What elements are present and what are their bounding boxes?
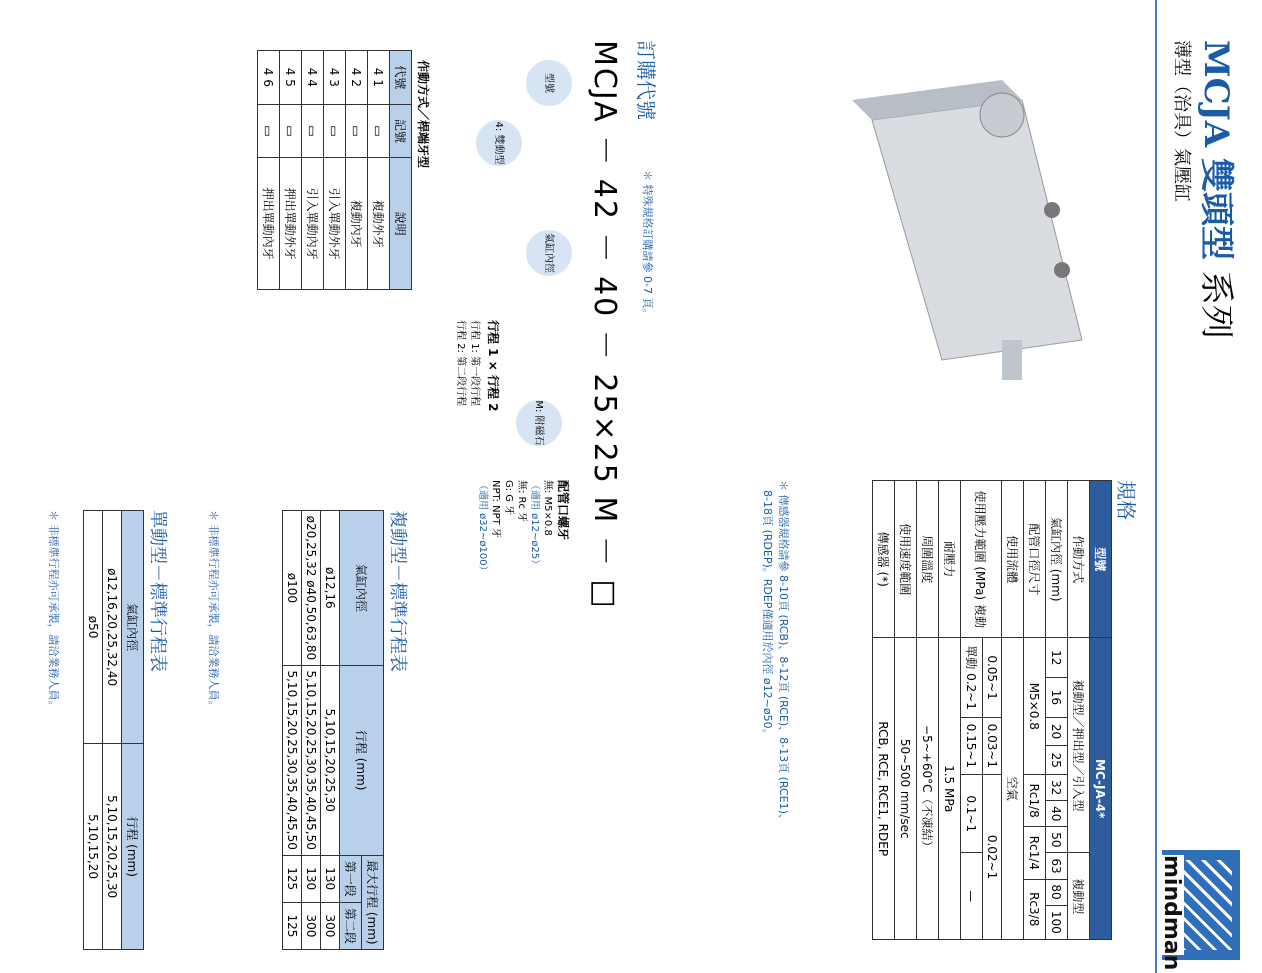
port-thread-title: 配管口螺牙 <box>556 480 570 541</box>
spec-bore: 40 <box>1046 801 1068 827</box>
code-part: － <box>587 135 622 168</box>
spec-bore: 63 <box>1046 853 1068 879</box>
action-header: 說明 <box>390 158 412 290</box>
ss-bore: ø50 <box>84 511 103 744</box>
order-code-string <box>586 40 630 610</box>
double-stroke-title: 複動型－標準行程表 <box>387 510 408 672</box>
spec-single-v0: 0.2~1 <box>964 673 978 710</box>
ds-second: 300 <box>321 902 340 949</box>
spec-proof-label: 耐壓力 <box>939 481 961 638</box>
ds-bore: ø100 <box>283 511 302 666</box>
ds-bore: ø20,25,32 ø40,50,63,80 <box>302 511 321 666</box>
code-part: 25×25 <box>587 373 622 485</box>
order-code-note: ＊ 特殊規格訂購請參 0-7 頁。 <box>641 170 654 320</box>
ds-header-bore: 氣缸內徑 <box>340 511 384 666</box>
spec-double-label: 複動 <box>973 603 988 628</box>
series-suffix: 系列 <box>1196 270 1236 339</box>
spec-pressure-text: 使用壓力範圍 (MPa) <box>973 490 988 601</box>
single-stroke-table <box>83 510 144 950</box>
spec-temp-val: −5~+60°C（不凍結） <box>917 638 939 940</box>
code-digit: 5 <box>283 79 298 87</box>
stroke-line2: 行程 2: 第二段行程 <box>455 320 466 407</box>
spec-model-value: MC-JA-4* <box>1090 638 1112 940</box>
action-desc: 押出單動外牙 <box>280 158 302 290</box>
cylinder-image <box>822 40 1122 420</box>
spec-temp-label: 周圍溫度 <box>917 481 939 638</box>
specs-table <box>872 480 1112 940</box>
code-digit: 4 <box>371 67 386 76</box>
port-option: 無: M5×0.8 <box>542 480 553 536</box>
spec-sensor-val: RCB, RCE, RCE1, RDEP <box>873 638 895 940</box>
symbol-icon: ▭ <box>324 104 346 158</box>
bubble-model: 型號 <box>526 60 572 106</box>
spec-port-val: Rc3/8 <box>1024 879 1046 939</box>
code-part: 42 <box>587 178 622 221</box>
spec-bore: 20 <box>1046 717 1068 746</box>
port-option: NPT: NPT 牙 <box>490 480 501 538</box>
code-part: － <box>587 232 622 265</box>
cylinder-illustration <box>822 40 1122 420</box>
specs-note-1: ＊ 傳感器規格請參 8-10頁 (RCB)、8-12頁 (RCE)、8-13頁 (RCE1)、 <box>777 480 790 825</box>
table-row <box>368 51 390 290</box>
action-header: 代號 <box>390 51 412 105</box>
single-stroke-note: ＊ 非標準行程亦可承製，請洽業務人員。 <box>47 510 60 712</box>
spec-fluid-val: 空氣 <box>1002 638 1024 940</box>
action-header: 記號 <box>390 104 412 158</box>
spec-single-label: 單動 <box>964 645 978 670</box>
action-code <box>302 51 324 105</box>
spec-action-label: 作動方式 <box>1068 481 1090 638</box>
table-row <box>84 511 103 950</box>
ds-stroke: 5,10,15,20,25,30 <box>321 665 340 855</box>
code-part: － <box>587 329 622 362</box>
code-digit: 4 <box>327 67 342 76</box>
spec-single-val: — <box>961 853 983 940</box>
symbol-icon: ▭ <box>258 104 280 158</box>
ss-header-bore: 氣缸內徑 <box>122 511 144 744</box>
table-row <box>324 51 346 290</box>
port-option: 無: Rc 牙 <box>516 480 527 523</box>
spec-single-val <box>961 638 983 717</box>
spec-speed-label: 使用速度範圍 <box>895 481 917 638</box>
table-row <box>302 511 321 950</box>
ds-stroke: 5,10,15,20,25,30,35,40,45,50 <box>302 665 321 855</box>
double-stroke-table <box>282 510 384 950</box>
symbol-icon: ▭ <box>368 104 390 158</box>
spec-action-val1: 複動型／押出型／引入型 <box>1068 638 1090 853</box>
series-code: MCJA <box>1196 40 1236 148</box>
code-part: M <box>587 496 622 525</box>
spec-bore: 16 <box>1046 678 1068 718</box>
action-desc: 引入單動內牙 <box>302 158 324 290</box>
spec-port-label: 配管口徑尺寸 <box>1024 481 1046 638</box>
code-part: MCJA <box>587 40 622 124</box>
spec-fluid-label: 使用流體 <box>1002 481 1024 638</box>
code-digit: 4 <box>305 79 320 87</box>
header-rule <box>1155 0 1157 973</box>
code-digit: 4 <box>283 67 298 76</box>
code-part: □ <box>587 579 622 610</box>
table-row <box>103 511 122 950</box>
page-subtitle: 薄型（治具）氣壓缸 <box>1171 40 1192 202</box>
spec-proof-val: 1.5 MPa <box>939 638 961 940</box>
spec-single-val: 0.1~1 <box>961 775 983 853</box>
spec-model-header: 型號 <box>1090 481 1112 638</box>
brand-name: mindman <box>1159 855 1184 971</box>
code-digit: 6 <box>261 79 276 87</box>
action-code <box>258 51 280 105</box>
action-desc: 複動外牙 <box>368 158 390 290</box>
code-digit: 2 <box>349 79 364 87</box>
spec-port-val: Rc1/4 <box>1024 827 1046 879</box>
code-part: － <box>587 535 622 568</box>
table-row <box>346 51 368 290</box>
series-name: 雙頭型 <box>1196 157 1236 260</box>
bubble-magnet: M: 附磁石 <box>516 400 562 446</box>
spec-port-val: Rc1/8 <box>1024 775 1046 827</box>
spec-single-val: 0.15~1 <box>961 717 983 774</box>
code-part: 40 <box>587 276 622 319</box>
order-code-title: 訂購代號 <box>634 40 658 120</box>
action-code <box>368 51 390 105</box>
action-table <box>257 50 412 290</box>
ds-header-first: 第一段 <box>340 855 362 902</box>
action-thread-title: 作動方式／桿端牙型 <box>416 60 430 169</box>
action-desc: 押出單動內牙 <box>258 158 280 290</box>
ds-second: 300 <box>302 902 321 949</box>
ss-stroke: 5,10,15,20 <box>84 744 103 950</box>
table-row <box>280 51 302 290</box>
ss-bore: ø12,16,20,25,32,40 <box>103 511 122 744</box>
bubble-bore: 氣缸內徑 <box>526 230 572 276</box>
spec-action-val2: 複動型 <box>1068 853 1090 940</box>
table-row <box>283 511 302 950</box>
spec-bore: 100 <box>1046 905 1068 939</box>
spec-speed-val: 50~500 mm/sec <box>895 638 917 940</box>
ds-first: 130 <box>321 855 340 902</box>
port-option: G: G 牙 <box>503 480 514 516</box>
code-digit: 3 <box>327 79 342 87</box>
action-code <box>346 51 368 105</box>
ds-bore: ø12,16 <box>321 511 340 666</box>
ds-header-second: 第二段 <box>340 902 362 949</box>
ss-stroke: 5,10,15,20,25,30 <box>103 744 122 950</box>
code-digit: 1 <box>371 79 386 87</box>
series-title <box>1195 40 1244 339</box>
port-option: （適用 ø12~ø25） <box>529 480 540 570</box>
spec-bore: 50 <box>1046 827 1068 853</box>
ss-header-stroke: 行程 (mm) <box>122 744 144 950</box>
bubble-double-acting: 4: 雙動型 <box>476 120 522 166</box>
spec-sensor-label: 傳感器 (*) <box>873 481 895 638</box>
stroke-line1: 行程 1: 第一段行程 <box>469 320 480 407</box>
specs-note-2: 8-18頁 (RDEP)。RDEP僅適用於內徑 ø12~ø50。 <box>761 490 774 740</box>
spec-double-val: 0.05~1 <box>983 638 1002 717</box>
spec-bore: 25 <box>1046 746 1068 775</box>
symbol-icon: ▭ <box>346 104 368 158</box>
symbol-icon: ▭ <box>280 104 302 158</box>
ds-second: 125 <box>283 902 302 949</box>
table-row <box>258 51 280 290</box>
ds-stroke: 5,10,15,20,25,30,35,40,45,50 <box>283 665 302 855</box>
single-stroke-title: 單動型－標準行程表 <box>147 510 168 672</box>
ds-header-max: 最大行程 (mm) <box>362 855 384 949</box>
spec-double-val: 0.02~1 <box>983 775 1002 940</box>
spec-bore-label: 氣缸內徑 (mm) <box>1046 481 1068 638</box>
action-desc: 引入單動外牙 <box>324 158 346 290</box>
action-code <box>280 51 302 105</box>
specs-title: 規格 <box>1114 480 1138 520</box>
double-stroke-note: ＊ 非標準行程亦可承製，請洽業務人員。 <box>207 510 220 712</box>
port-options <box>476 480 554 576</box>
code-digit: 4 <box>349 67 364 76</box>
port-option: （適用 ø32~ø100） <box>477 480 488 576</box>
spec-double-val: 0.03~1 <box>983 717 1002 774</box>
spec-pressure-label <box>961 481 1002 638</box>
code-digit: 4 <box>261 67 276 76</box>
table-row <box>321 511 340 950</box>
action-desc: 複動內牙 <box>346 158 368 290</box>
stroke-title: 行程 1 × 行程 2 <box>486 320 500 412</box>
spec-bore: 12 <box>1046 638 1068 678</box>
table-row <box>302 51 324 290</box>
action-code <box>324 51 346 105</box>
spec-bore: 32 <box>1046 775 1068 801</box>
ds-first: 130 <box>302 855 321 902</box>
symbol-icon: ▭ <box>302 104 324 158</box>
ds-first: 125 <box>283 855 302 902</box>
spec-bore: 80 <box>1046 879 1068 905</box>
ds-header-stroke: 行程 (mm) <box>340 665 384 855</box>
spec-port-val: M5×0.8 <box>1024 638 1046 775</box>
code-digit: 4 <box>305 67 320 76</box>
